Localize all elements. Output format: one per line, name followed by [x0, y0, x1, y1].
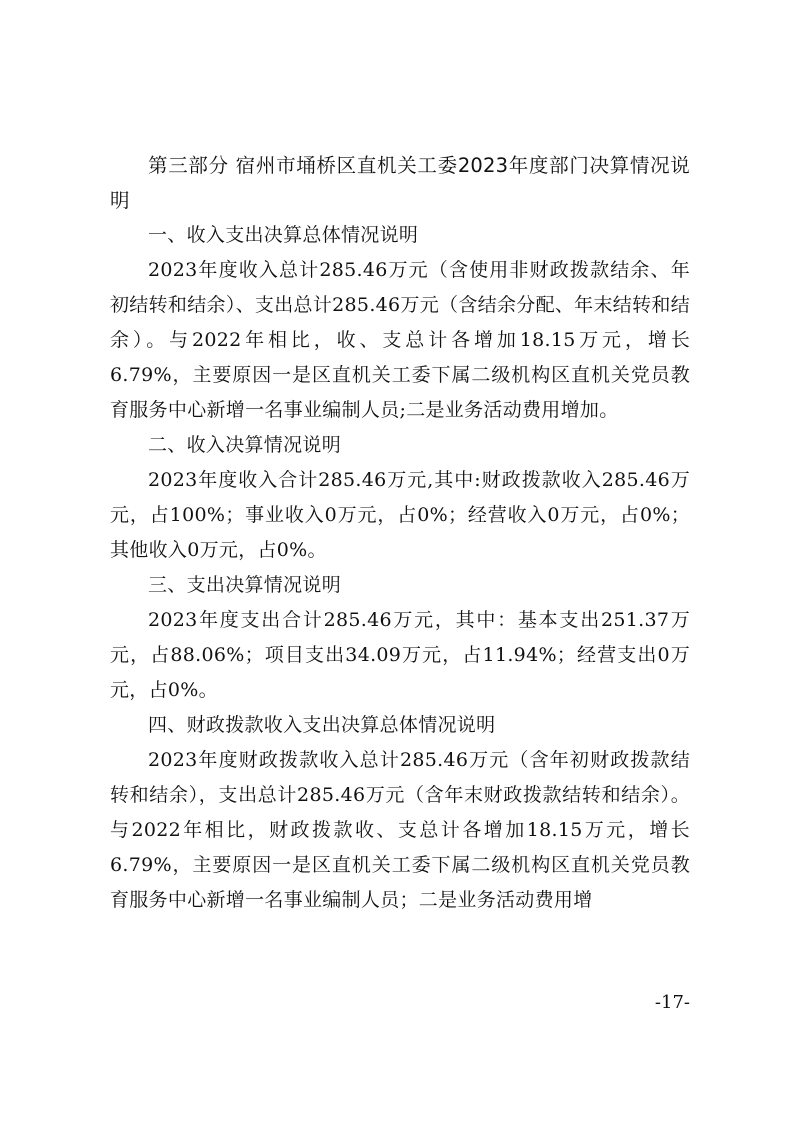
section-body-2: 2023年度收入合计285.46万元,其中:财政拨款收入285.46万元，占100%；事业收入0万元，占0%；经营收入0万元，占0%；其他收入0万元，占0%。	[110, 469, 690, 561]
section-body-3: 2023年度支出合计285.46万元，其中：基本支出251.37万元，占88.06%；项目支出34.09万元，占11.94%；经营支出0万元，占0%。	[110, 609, 690, 701]
section-heading-2: 二、收入决算情况说明	[148, 434, 342, 456]
section-heading-1: 一、收入支出决算总体情况说明	[148, 224, 419, 246]
section-body-1: 2023年度收入总计285.46万元（含使用非财政拨款结余、年初结转和结余）、支出总计285.46万元（含结余分配、年末结转和结余）。与2022年相比，收、支总计各增加18.15万元，增长6.79%，主要原因一是区直机关工委下属二级机构区直机关党员教育服务中心新增一名事业编制人员;二是业务活动费用增加。	[110, 259, 690, 421]
document-body	[110, 148, 690, 918]
page-title: 第三部分 宿州市埇桥区直机关工委2023年度部门决算情况说明	[110, 154, 690, 212]
section-body-4: 2023年度财政拨款收入总计285.46万元（含年初财政拨款结转和结余），支出总计285.46万元（含年末财政拨款结转和结余）。与2022年相比，财政拨款收、支总计各增加18.15万元，增长6.79%，主要原因一是区直机关工委下属二级机构区直机关党员教育服务中心新增一名事业编制人员；二是业务活动费用增	[110, 749, 690, 911]
section-heading-4: 四、财政拨款收入支出决算总体情况说明	[148, 714, 496, 736]
page-number: -17-	[654, 992, 690, 1013]
section-heading-3: 三、支出决算情况说明	[148, 574, 342, 596]
